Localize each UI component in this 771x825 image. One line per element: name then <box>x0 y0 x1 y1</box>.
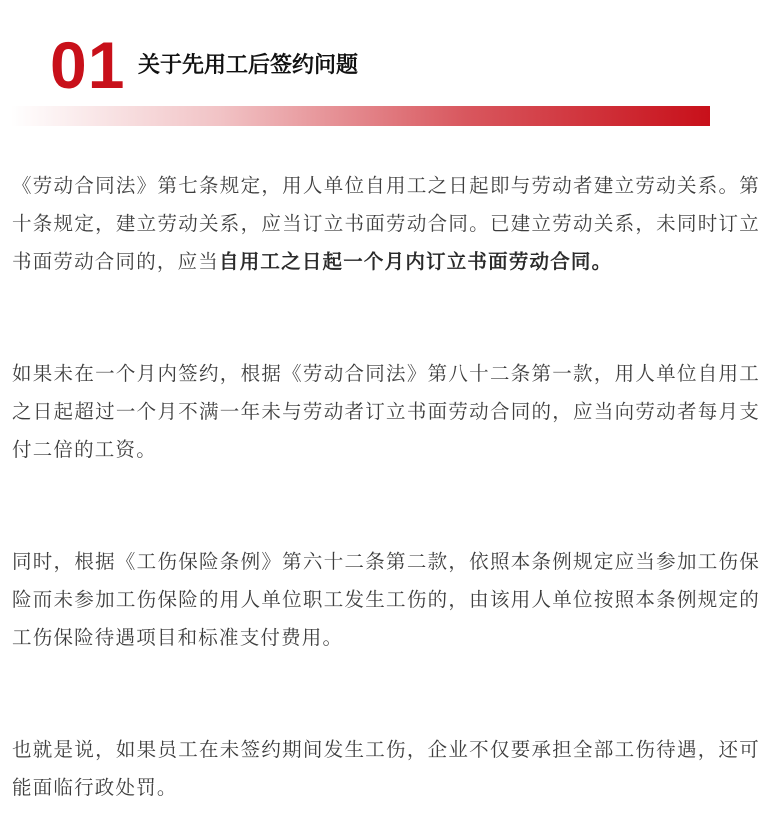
paragraph-1-text: 《劳动合同法》第七条规定，用人单位自用工之日起即与劳动者建立劳动关系。第十条规定，建立劳动关系，应当订立书面劳动合同。已建立劳动关系，未同时订立书面劳动合同的，应当 <box>12 174 760 273</box>
section-number: 01 <box>50 28 126 102</box>
decorative-gradient-bar <box>10 106 710 126</box>
paragraph-4: 也就是说，如果员工在未签约期间发生工伤，企业不仅要承担全部工伤待遇，还可能面临行政处罚。 <box>12 738 760 799</box>
section-header <box>0 0 771 130</box>
paragraph-1-emphasis: 自用工之日起一个月内订立书面劳动合同 <box>219 250 592 273</box>
paragraph-1 <box>12 167 760 281</box>
paragraph-1-end: 。 <box>591 250 613 273</box>
article-body <box>12 167 760 807</box>
paragraph-2: 如果未在一个月内签约，根据《劳动合同法》第八十二条第一款，用人单位自用工之日起超过一个月不满一年未与劳动者订立书面劳动合同的，应当向劳动者每月支付二倍的工资。 <box>12 362 760 461</box>
paragraph-3: 同时，根据《工伤保险条例》第六十二条第二款，依照本条例规定应当参加工伤保险而未参加工伤保险的用人单位职工发生工伤的，由该用人单位按照本条例规定的工伤保险待遇项目和标准支付费用。 <box>12 550 760 649</box>
section-title: 关于先用工后签约问题 <box>138 53 359 78</box>
